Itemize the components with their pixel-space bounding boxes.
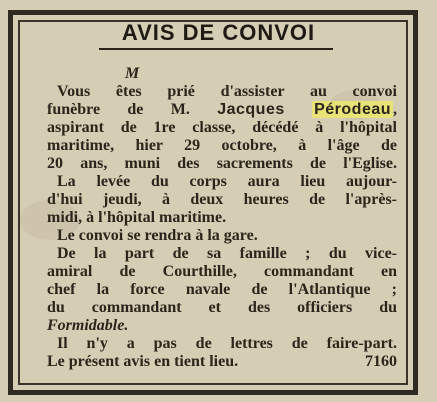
notice-line-text: funèbre de M.: [47, 101, 190, 118]
notice-line: maritime, hier 29 octobre, à l'âge de: [47, 137, 397, 154]
notice-body: [47, 65, 397, 371]
notice-line: Le convoi se rendra à la gare.: [57, 227, 258, 244]
notice-title: AVIS DE CONVOI: [121, 20, 316, 45]
notice-line-name: funèbre de M. Jacques Pérodeau ,: [47, 101, 398, 118]
notice-line: amiral de Courthille, commandant en: [47, 263, 397, 280]
notice-line: Vous êtes prié d'assister au convoi: [57, 83, 397, 100]
notice-line: chef la force navale de l'Atlantique ;: [47, 281, 397, 298]
notice-line: 20 ans, muni des sacrements de l'Eglise.: [47, 155, 397, 172]
reference-number: 7160: [365, 353, 397, 370]
notice-line-text: Le présent avis en tient lieu.: [47, 353, 239, 370]
notice-line: Il n'y a pas de lettres de faire-part.: [57, 335, 397, 352]
notice-line: du commandant et des officiers du: [47, 299, 397, 316]
deceased-first-name: Jacques: [217, 101, 285, 118]
notice-line: La levée du corps aura lieu aujour-: [57, 173, 397, 190]
salutation: M: [125, 65, 140, 82]
notice-line: De la part de sa famille ; du vice-: [57, 245, 397, 262]
notice-line: midi, à l'hôpital maritime.: [47, 209, 227, 226]
ship-name: Formidable.: [47, 317, 129, 334]
deceased-surname: Pérodeau: [314, 101, 392, 118]
title-underline: [99, 48, 333, 50]
notice-last-line: [47, 353, 397, 371]
notice-line: d'hui jeudi, à deux heures de l'après-: [47, 191, 397, 208]
notice-line: aspirant de 1re classe, décédé à l'hôpital: [47, 119, 397, 136]
